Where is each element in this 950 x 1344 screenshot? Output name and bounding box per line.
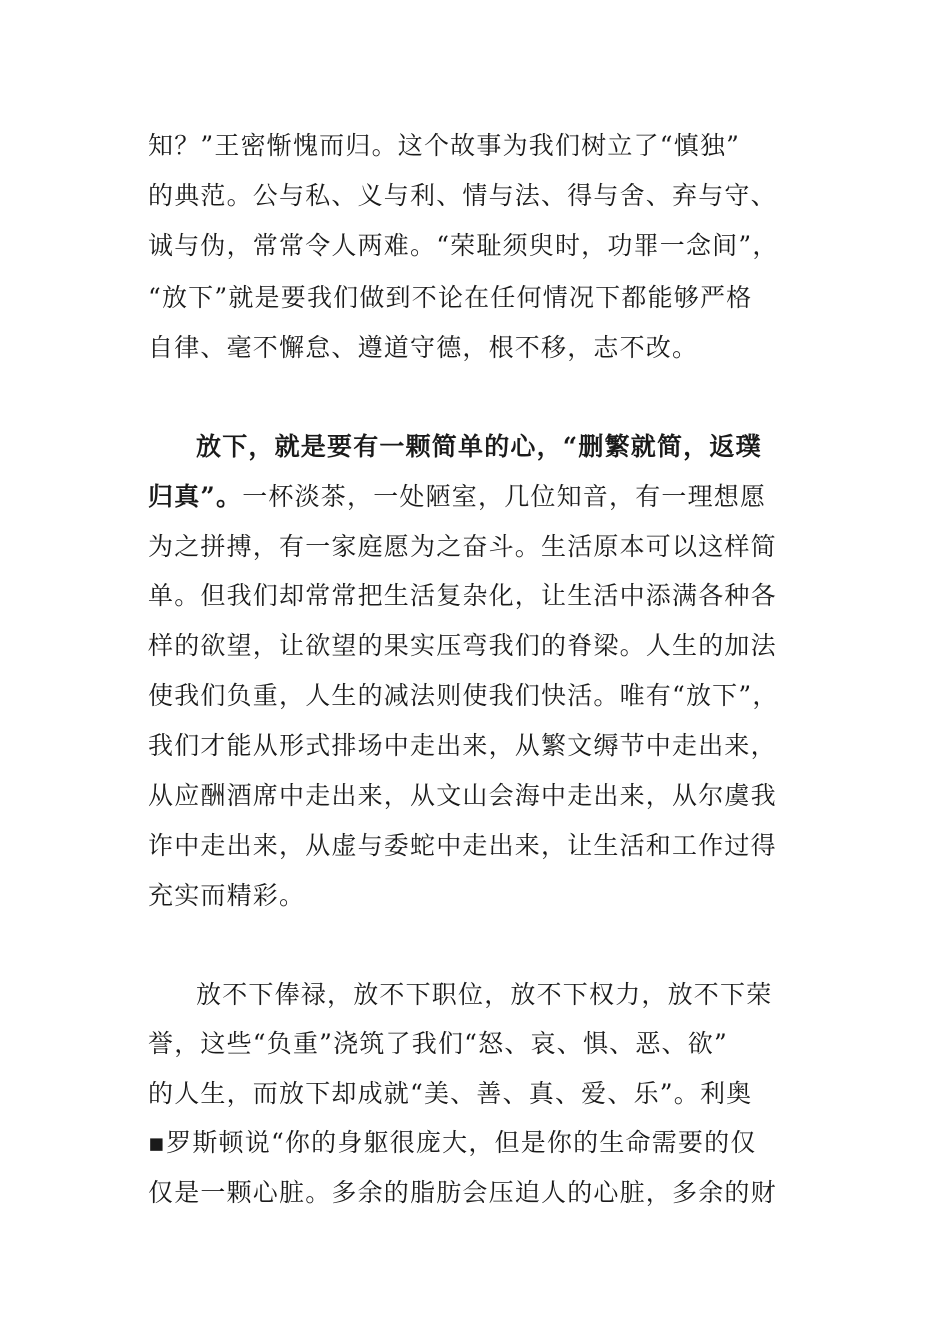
paragraph-1-line-3: 诚与伪，常常令人两难。“荣耻须臾时，功罪一念间”，	[148, 231, 779, 260]
paragraph-2-heading-line-1: 放下，就是要有一颗简单的心，“删繁就简，返璞	[196, 432, 762, 461]
paragraph-3-line-4: ▪罗斯顿说“你的身躯很庞大，但是你的生命需要的仅	[148, 1128, 757, 1157]
paragraph-3-line-3: 的人生，而放下却成就“美、善、真、爱、乐”。利奥	[148, 1079, 753, 1108]
paragraph-2-line-2-text: 一杯淡茶，一处陋室，几位知音，有一理想愿	[242, 482, 767, 511]
paragraph-1-line-4: “放下”就是要我们做到不论在任何情况下都能够严格	[148, 283, 753, 312]
paragraph-2-line-8: 从应酬酒席中走出来，从文山会海中走出来，从尔虞我	[148, 781, 777, 810]
paragraph-2-heading-line-2: 归真”。	[148, 482, 243, 511]
paragraph-2-line-6: 使我们负重，人生的减法则使我们快活。唯有“放下”，	[148, 681, 779, 710]
paragraph-2-line-2	[148, 482, 766, 512]
paragraph-2-line-7: 我们才能从形式排场中走出来，从繁文缛节中走出来，	[148, 731, 777, 760]
paragraph-1-line-1: 知？”王密惭愧而归。这个故事为我们树立了“慎独”	[148, 131, 741, 160]
paragraph-2-line-4: 单。但我们却常常把生活复杂化，让生活中添满各种各	[148, 581, 777, 610]
paragraph-3-line-2: 誉，这些“负重”浇筑了我们“怒、哀、惧、恶、欲”	[148, 1029, 728, 1058]
paragraph-3-line-5: 仅是一颗心脏。多余的脂肪会压迫人的心脏，多余的财	[148, 1178, 777, 1207]
paragraph-2-line-9: 诈中走出来，从虚与委蛇中走出来，让生活和工作过得	[148, 831, 777, 860]
paragraph-3-line-1: 放不下俸禄，放不下职位，放不下权力，放不下荣	[196, 980, 773, 1009]
paragraph-1-line-5: 自律、毫不懈怠、遵道守德，根不移，志不改。	[148, 333, 699, 362]
paragraph-2-line-10: 充实而精彩。	[148, 881, 306, 910]
paragraph-1-line-2: 的典范。公与私、义与利、情与法、得与舍、弃与守、	[148, 181, 777, 210]
paragraph-2-line-5: 样的欲望，让欲望的果实压弯我们的脊梁。人生的加法	[148, 631, 777, 660]
paragraph-2-line-3: 为之拼搏，有一家庭愿为之奋斗。生活原本可以这样简	[148, 532, 777, 561]
